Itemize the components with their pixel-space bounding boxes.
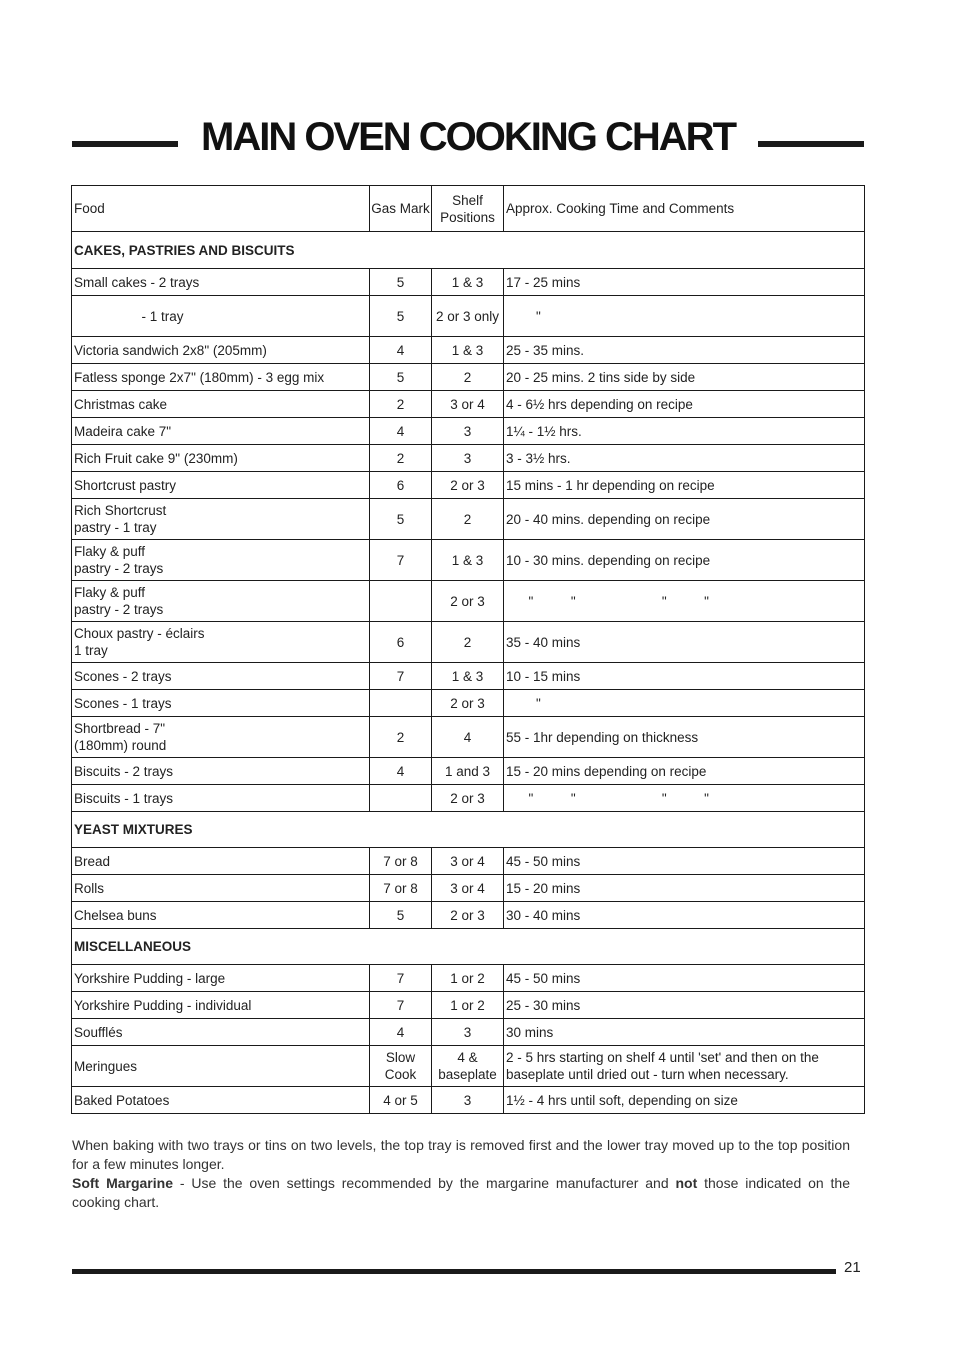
shelf-position-cell: 1 & 3 [432, 540, 504, 581]
shelf-position-cell: 2 [432, 499, 504, 540]
cooking-time-cell: 10 - 30 mins. depending on recipe [504, 540, 865, 581]
cooking-time-cell: 15 - 20 mins depending on recipe [504, 758, 865, 785]
table-row [72, 992, 865, 1019]
cooking-time-cell: 15 - 20 mins [504, 875, 865, 902]
shelf-position-cell: 3 or 4 [432, 391, 504, 418]
footnote-paragraph-1: When baking with two trays or tins on two levels, the top tray is removed first and the lower tray moved up to the top position for a few minutes longer. [72, 1137, 850, 1172]
food-cell: Shortbread - 7" (180mm) round [72, 717, 370, 758]
shelf-position-cell: 3 [432, 445, 504, 472]
cooking-time-cell: 10 - 15 mins [504, 663, 865, 690]
gas-mark-cell: 4 or 5 [370, 1087, 432, 1114]
food-cell: Biscuits - 1 trays [72, 785, 370, 812]
gas-mark-cell: 5 [370, 269, 432, 296]
cooking-time-cell: 35 - 40 mins [504, 622, 865, 663]
table-row [72, 848, 865, 875]
table-row [72, 391, 865, 418]
shelf-position-cell: 2 or 3 [432, 472, 504, 499]
food-cell: Rich Shortcrust pastry - 1 tray [72, 499, 370, 540]
shelf-position-cell: 2 or 3 [432, 902, 504, 929]
gas-mark-cell: 4 [370, 1019, 432, 1046]
header-time-comments: Approx. Cooking Time and Comments [504, 186, 865, 232]
cooking-time-cell: 45 - 50 mins [504, 848, 865, 875]
cooking-time-cell: " [504, 296, 865, 337]
cooking-time-cell: 45 - 50 mins [504, 965, 865, 992]
table-row [72, 1087, 865, 1114]
gas-mark-cell: 7 [370, 663, 432, 690]
gas-mark-cell: 7 [370, 992, 432, 1019]
cooking-time-cell: " " " " [504, 581, 865, 622]
table-row [72, 364, 865, 391]
food-cell: Baked Potatoes [72, 1087, 370, 1114]
shelf-position-cell: 4 & baseplate [432, 1046, 504, 1087]
cooking-time-cell: 2 - 5 hrs starting on shelf 4 until 'set' and then on the baseplate until dried out - turn when necessary. [504, 1046, 865, 1087]
cooking-time-cell: 30 - 40 mins [504, 902, 865, 929]
soft-margarine-label: Soft Margarine [72, 1175, 173, 1191]
table-row [72, 758, 865, 785]
header-shelf-positions: Shelf Positions [432, 186, 504, 232]
section-heading: YEAST MIXTURES [72, 812, 865, 848]
footnote-text-a: - Use the oven settings recommended by the margarine manufacturer and [172, 1175, 676, 1191]
cooking-time-cell: 1¼ - 1½ hrs. [504, 418, 865, 445]
table-row [72, 622, 865, 663]
gas-mark-cell: 4 [370, 758, 432, 785]
footnote-paragraph-2 [72, 1174, 850, 1212]
food-cell: Rolls [72, 875, 370, 902]
cooking-time-cell: 20 - 40 mins. depending on recipe [504, 499, 865, 540]
gas-mark-cell: 6 [370, 622, 432, 663]
not-emphasis: not [675, 1175, 698, 1191]
footnote [72, 1136, 850, 1212]
title-rule-right [758, 141, 864, 147]
gas-mark-cell: 7 [370, 965, 432, 992]
gas-mark-cell: 5 [370, 296, 432, 337]
shelf-position-cell: 1 & 3 [432, 269, 504, 296]
cooking-time-cell: " [504, 690, 865, 717]
shelf-position-cell: 2 or 3 [432, 581, 504, 622]
cooking-time-cell: 3 - 3½ hrs. [504, 445, 865, 472]
page-number: 21 [844, 1259, 861, 1276]
food-cell: Shortcrust pastry [72, 472, 370, 499]
cooking-time-cell: 20 - 25 mins. 2 tins side by side [504, 364, 865, 391]
table-row [72, 337, 865, 364]
table-row [72, 445, 865, 472]
shelf-position-cell: 2 or 3 only [432, 296, 504, 337]
table-row [72, 418, 865, 445]
gas-mark-cell [370, 785, 432, 812]
food-cell: Yorkshire Pudding - individual [72, 992, 370, 1019]
cooking-time-cell: 55 - 1hr depending on thickness [504, 717, 865, 758]
cooking-time-cell: 4 - 6½ hrs depending on recipe [504, 391, 865, 418]
food-cell: Meringues [72, 1046, 370, 1087]
cooking-time-cell: 25 - 30 mins [504, 992, 865, 1019]
gas-mark-cell: 2 [370, 391, 432, 418]
food-cell: Small cakes - 2 trays [72, 269, 370, 296]
shelf-position-cell: 1 or 2 [432, 992, 504, 1019]
shelf-position-cell: 1 & 3 [432, 663, 504, 690]
table-row [72, 663, 865, 690]
shelf-position-cell: 3 or 4 [432, 875, 504, 902]
gas-mark-cell: 5 [370, 364, 432, 391]
cooking-time-cell: 17 - 25 mins [504, 269, 865, 296]
food-cell: Flaky & puff pastry - 2 trays [72, 581, 370, 622]
food-cell: Scones - 2 trays [72, 663, 370, 690]
cooking-time-cell: 25 - 35 mins. [504, 337, 865, 364]
section-row [72, 929, 865, 965]
gas-mark-cell: 2 [370, 717, 432, 758]
food-cell: Chelsea buns [72, 902, 370, 929]
section-heading: MISCELLANEOUS [72, 929, 865, 965]
shelf-position-cell: 1 and 3 [432, 758, 504, 785]
gas-mark-cell: 6 [370, 472, 432, 499]
gas-mark-cell: 7 [370, 540, 432, 581]
gas-mark-cell: 5 [370, 902, 432, 929]
header-gas-mark: Gas Mark [370, 186, 432, 232]
table-row [72, 269, 865, 296]
table-row [72, 875, 865, 902]
table-row [72, 540, 865, 581]
cooking-time-cell: 30 mins [504, 1019, 865, 1046]
food-cell: Bread [72, 848, 370, 875]
table-row [72, 717, 865, 758]
cooking-chart-body [72, 186, 865, 1114]
gas-mark-cell: 2 [370, 445, 432, 472]
table-row [72, 296, 865, 337]
table-row [72, 902, 865, 929]
section-row [72, 232, 865, 269]
table-row [72, 472, 865, 499]
shelf-position-cell: 2 [432, 622, 504, 663]
header-row [72, 186, 865, 232]
food-cell: Biscuits - 2 trays [72, 758, 370, 785]
food-cell: Victoria sandwich 2x8" (205mm) [72, 337, 370, 364]
table-row [72, 1046, 865, 1087]
section-heading: CAKES, PASTRIES AND BISCUITS [72, 232, 865, 269]
shelf-position-cell: 1 or 2 [432, 965, 504, 992]
header-food: Food [72, 186, 370, 232]
cooking-time-cell: " " " " [504, 785, 865, 812]
title-row [72, 112, 864, 162]
gas-mark-cell: 7 or 8 [370, 848, 432, 875]
cooking-time-cell: 1½ - 4 hrs until soft, depending on size [504, 1087, 865, 1114]
table-row [72, 1019, 865, 1046]
footer-rule [72, 1269, 836, 1274]
food-cell: Choux pastry - éclairs 1 tray [72, 622, 370, 663]
food-cell: Fatless sponge 2x7" (180mm) - 3 egg mix [72, 364, 370, 391]
food-cell: Flaky & puff pastry - 2 trays [72, 540, 370, 581]
shelf-position-cell: 3 or 4 [432, 848, 504, 875]
gas-mark-cell: 7 or 8 [370, 875, 432, 902]
cooking-chart-table [71, 185, 865, 1114]
shelf-position-cell: 2 [432, 364, 504, 391]
cooking-time-cell: 15 mins - 1 hr depending on recipe [504, 472, 865, 499]
footnote-text-b: those indicated on the cooking chart. [72, 1175, 850, 1210]
food-cell: Scones - 1 trays [72, 690, 370, 717]
section-row [72, 812, 865, 848]
gas-mark-cell: 4 [370, 337, 432, 364]
shelf-position-cell: 3 [432, 418, 504, 445]
food-cell: Madeira cake 7" [72, 418, 370, 445]
gas-mark-cell: 4 [370, 418, 432, 445]
shelf-position-cell: 3 [432, 1019, 504, 1046]
shelf-position-cell: 4 [432, 717, 504, 758]
shelf-position-cell: 2 or 3 [432, 690, 504, 717]
gas-mark-cell: 5 [370, 499, 432, 540]
gas-mark-cell [370, 581, 432, 622]
food-cell: Christmas cake [72, 391, 370, 418]
gas-mark-cell: Slow Cook [370, 1046, 432, 1087]
table-row [72, 499, 865, 540]
shelf-position-cell: 1 & 3 [432, 337, 504, 364]
table-row [72, 965, 865, 992]
food-cell: Soufflés [72, 1019, 370, 1046]
food-cell: Yorkshire Pudding - large [72, 965, 370, 992]
table-row [72, 785, 865, 812]
table-row [72, 581, 865, 622]
shelf-position-cell: 3 [432, 1087, 504, 1114]
food-cell: Rich Fruit cake 9" (230mm) [72, 445, 370, 472]
gas-mark-cell [370, 690, 432, 717]
food-cell: - 1 tray [72, 296, 370, 337]
table-row [72, 690, 865, 717]
page-title: MAIN OVEN COOKING CHART [201, 115, 735, 159]
shelf-position-cell: 2 or 3 [432, 785, 504, 812]
